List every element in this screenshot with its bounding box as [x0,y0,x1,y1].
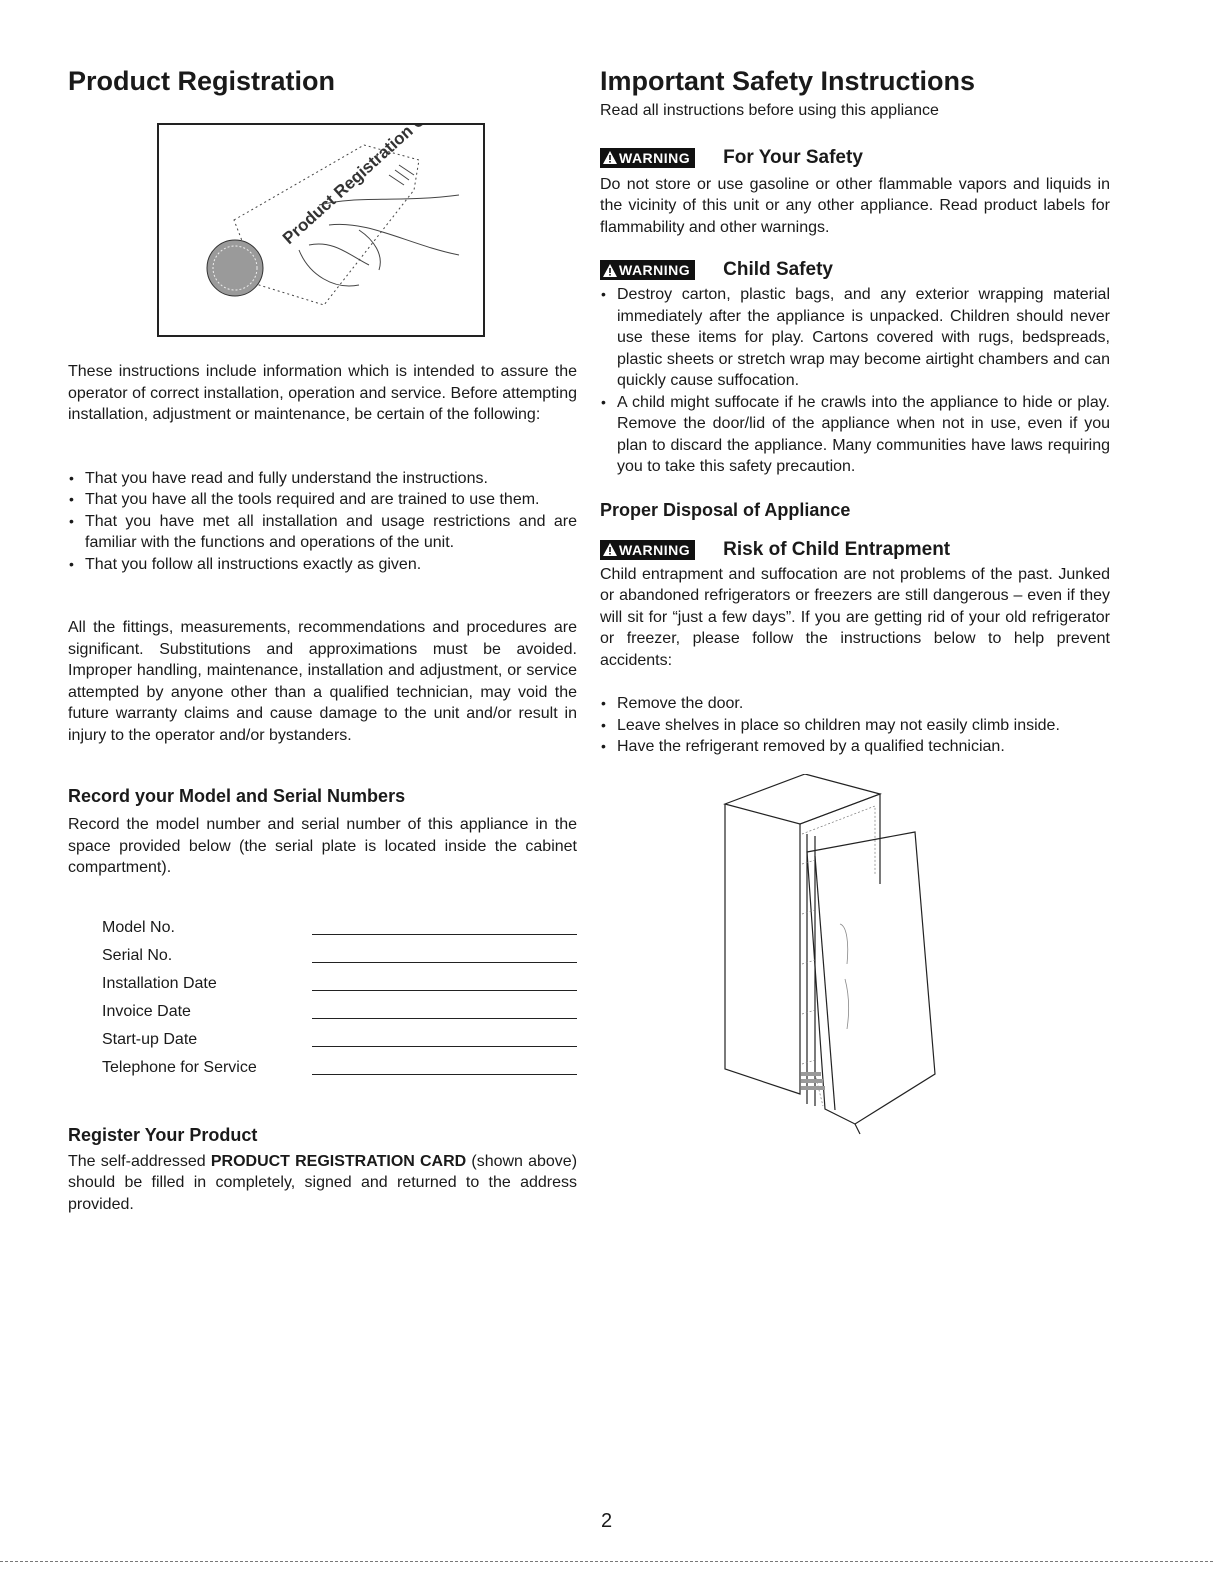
start-up-date-field[interactable] [312,1045,577,1047]
warning-triangle-icon [603,543,617,556]
right-column [600,64,1110,1144]
child-entrapment-heading: Risk of Child Entrapment [723,538,951,560]
register-product-heading: Register Your Product [68,1124,258,1145]
warning-badge [600,540,695,560]
proper-disposal-heading: Proper Disposal of Appliance [600,499,851,520]
registration-card-illustration [157,123,485,337]
register-text: (shown above) should be filled in completely, signed and returned to the address provided. [68,1152,578,1213]
serial-number-field[interactable] [312,961,577,963]
safety-instructions-title: Important Safety Instructions [600,66,976,96]
list-item: • That you have read and fully understand the instructions. [68,468,577,490]
register-product-text [68,1151,577,1216]
warning-triangle-icon [603,264,617,277]
serial-number-row [102,937,577,965]
list-item: • That you follow all instructions exactly as given. [68,554,577,576]
installation-date-field[interactable] [312,989,577,991]
for-your-safety-heading: For Your Safety [723,146,863,168]
registration-card-name: PRODUCT REGISTRATION CARD [210,1152,467,1170]
record-form [102,909,577,1077]
record-numbers-heading: Record your Model and Serial Numbers [68,786,406,806]
form-label: Installation Date [102,974,217,992]
prerequisite-checklist [68,468,577,576]
form-label: Model No. [102,918,175,936]
list-item: • That you have all the tools required and are trained to use them. [68,489,577,511]
model-number-field[interactable] [312,933,577,935]
start-up-date-row [102,1021,577,1049]
child-entrapment-header [600,538,1110,562]
safety-subtitle: Read all instructions before using this appliance [600,102,939,119]
service-telephone-field[interactable] [312,1073,577,1075]
child-safety-list [600,284,1110,478]
register-text: The self-addressed [68,1152,211,1170]
card-label: Product Registration Card [278,125,449,248]
warning-badge [600,260,695,280]
page-number: 2 [600,1510,613,1532]
warning-label: WARNING [619,262,691,278]
left-column [68,64,577,1215]
warning-badge [600,148,695,168]
service-telephone-row [102,1049,577,1077]
intro-paragraph: These instructions include information which is intended to assure the operator of correct installation, operation and service. Before attempting installation, adjustment or maintenance, be certain of the following: [68,363,577,423]
installation-date-row [102,965,577,993]
warning-label: WARNING [619,149,691,166]
invoice-date-field[interactable] [312,1017,577,1019]
child-safety-header [600,258,1110,282]
warning-triangle-icon [603,151,617,164]
record-numbers-text: Record the model number and serial number of this appliance in the space provided below (the serial plate is located inside the cabinet compartment). [68,816,577,876]
product-registration-title: Product Registration [68,66,336,96]
for-your-safety-header [600,146,1110,170]
list-item: • Remove the door. [600,693,1110,715]
warning-label: WARNING [619,541,691,558]
form-label: Invoice Date [102,1002,191,1020]
refrigerator-drawing [715,774,945,1144]
list-item: • A child might suffocate if he crawls into the appliance to hide or play. Remove the door/lid of the appliance when not in use, even if you plan to discard the appliance. Many communities have laws requiring you to take this safety precaution. [600,392,1110,478]
list-item: • Destroy carton, plastic bags, and any exterior wrapping material immediately after the appliance is unpacked. Children should never use these items for play. Cartons covered with rugs, bedspreads, plastic sheets or stretch wrap may become airtight chambers and can quickly cause suffocation. [600,284,1110,392]
child-safety-heading: Child Safety [723,259,833,280]
disposal-steps-list [600,693,1110,758]
invoice-date-row [102,993,577,1021]
registration-card-drawing [159,125,483,335]
form-label: Serial No. [102,946,173,964]
model-number-row [102,909,577,937]
list-item: • That you have met all installation and usage restrictions and are familiar with the functions and operations of the unit. [68,511,577,554]
child-entrapment-text: Child entrapment and suffocation are not problems of the past. Junked or abandoned refrigerators or freezers are still dangerous – even if they will sit for “just a few days”. If you are getting rid of your old refrigerator or freezer, please follow the instructions below to help prevent accidents: [600,565,1110,669]
footer-divider [0,1561,1213,1562]
list-item: • Leave shelves in place so children may not easily climb inside. [600,715,1110,737]
list-item: • Have the refrigerant removed by a qualified technician. [600,736,1110,758]
for-your-safety-text: Do not store or use gasoline or other flammable vapors and liquids in the vicinity of this unit or any other appliance. Read product labels for flammability and other warnings. [600,175,1110,236]
refrigerator-illustration [715,774,945,1144]
form-label: Telephone for Service [102,1058,257,1076]
form-label: Start-up Date [102,1030,198,1048]
fittings-paragraph: All the fittings, measurements, recommendations and procedures are significant. Substitutions and approximations must be avoided. Improper handling, maintenance, installation and adjustment, or service attempted by anyone other than a qualified technician, may void the future warranty claims and cause damage to the unit and/or result in injury to the operator and/or bystanders. [68,619,577,744]
